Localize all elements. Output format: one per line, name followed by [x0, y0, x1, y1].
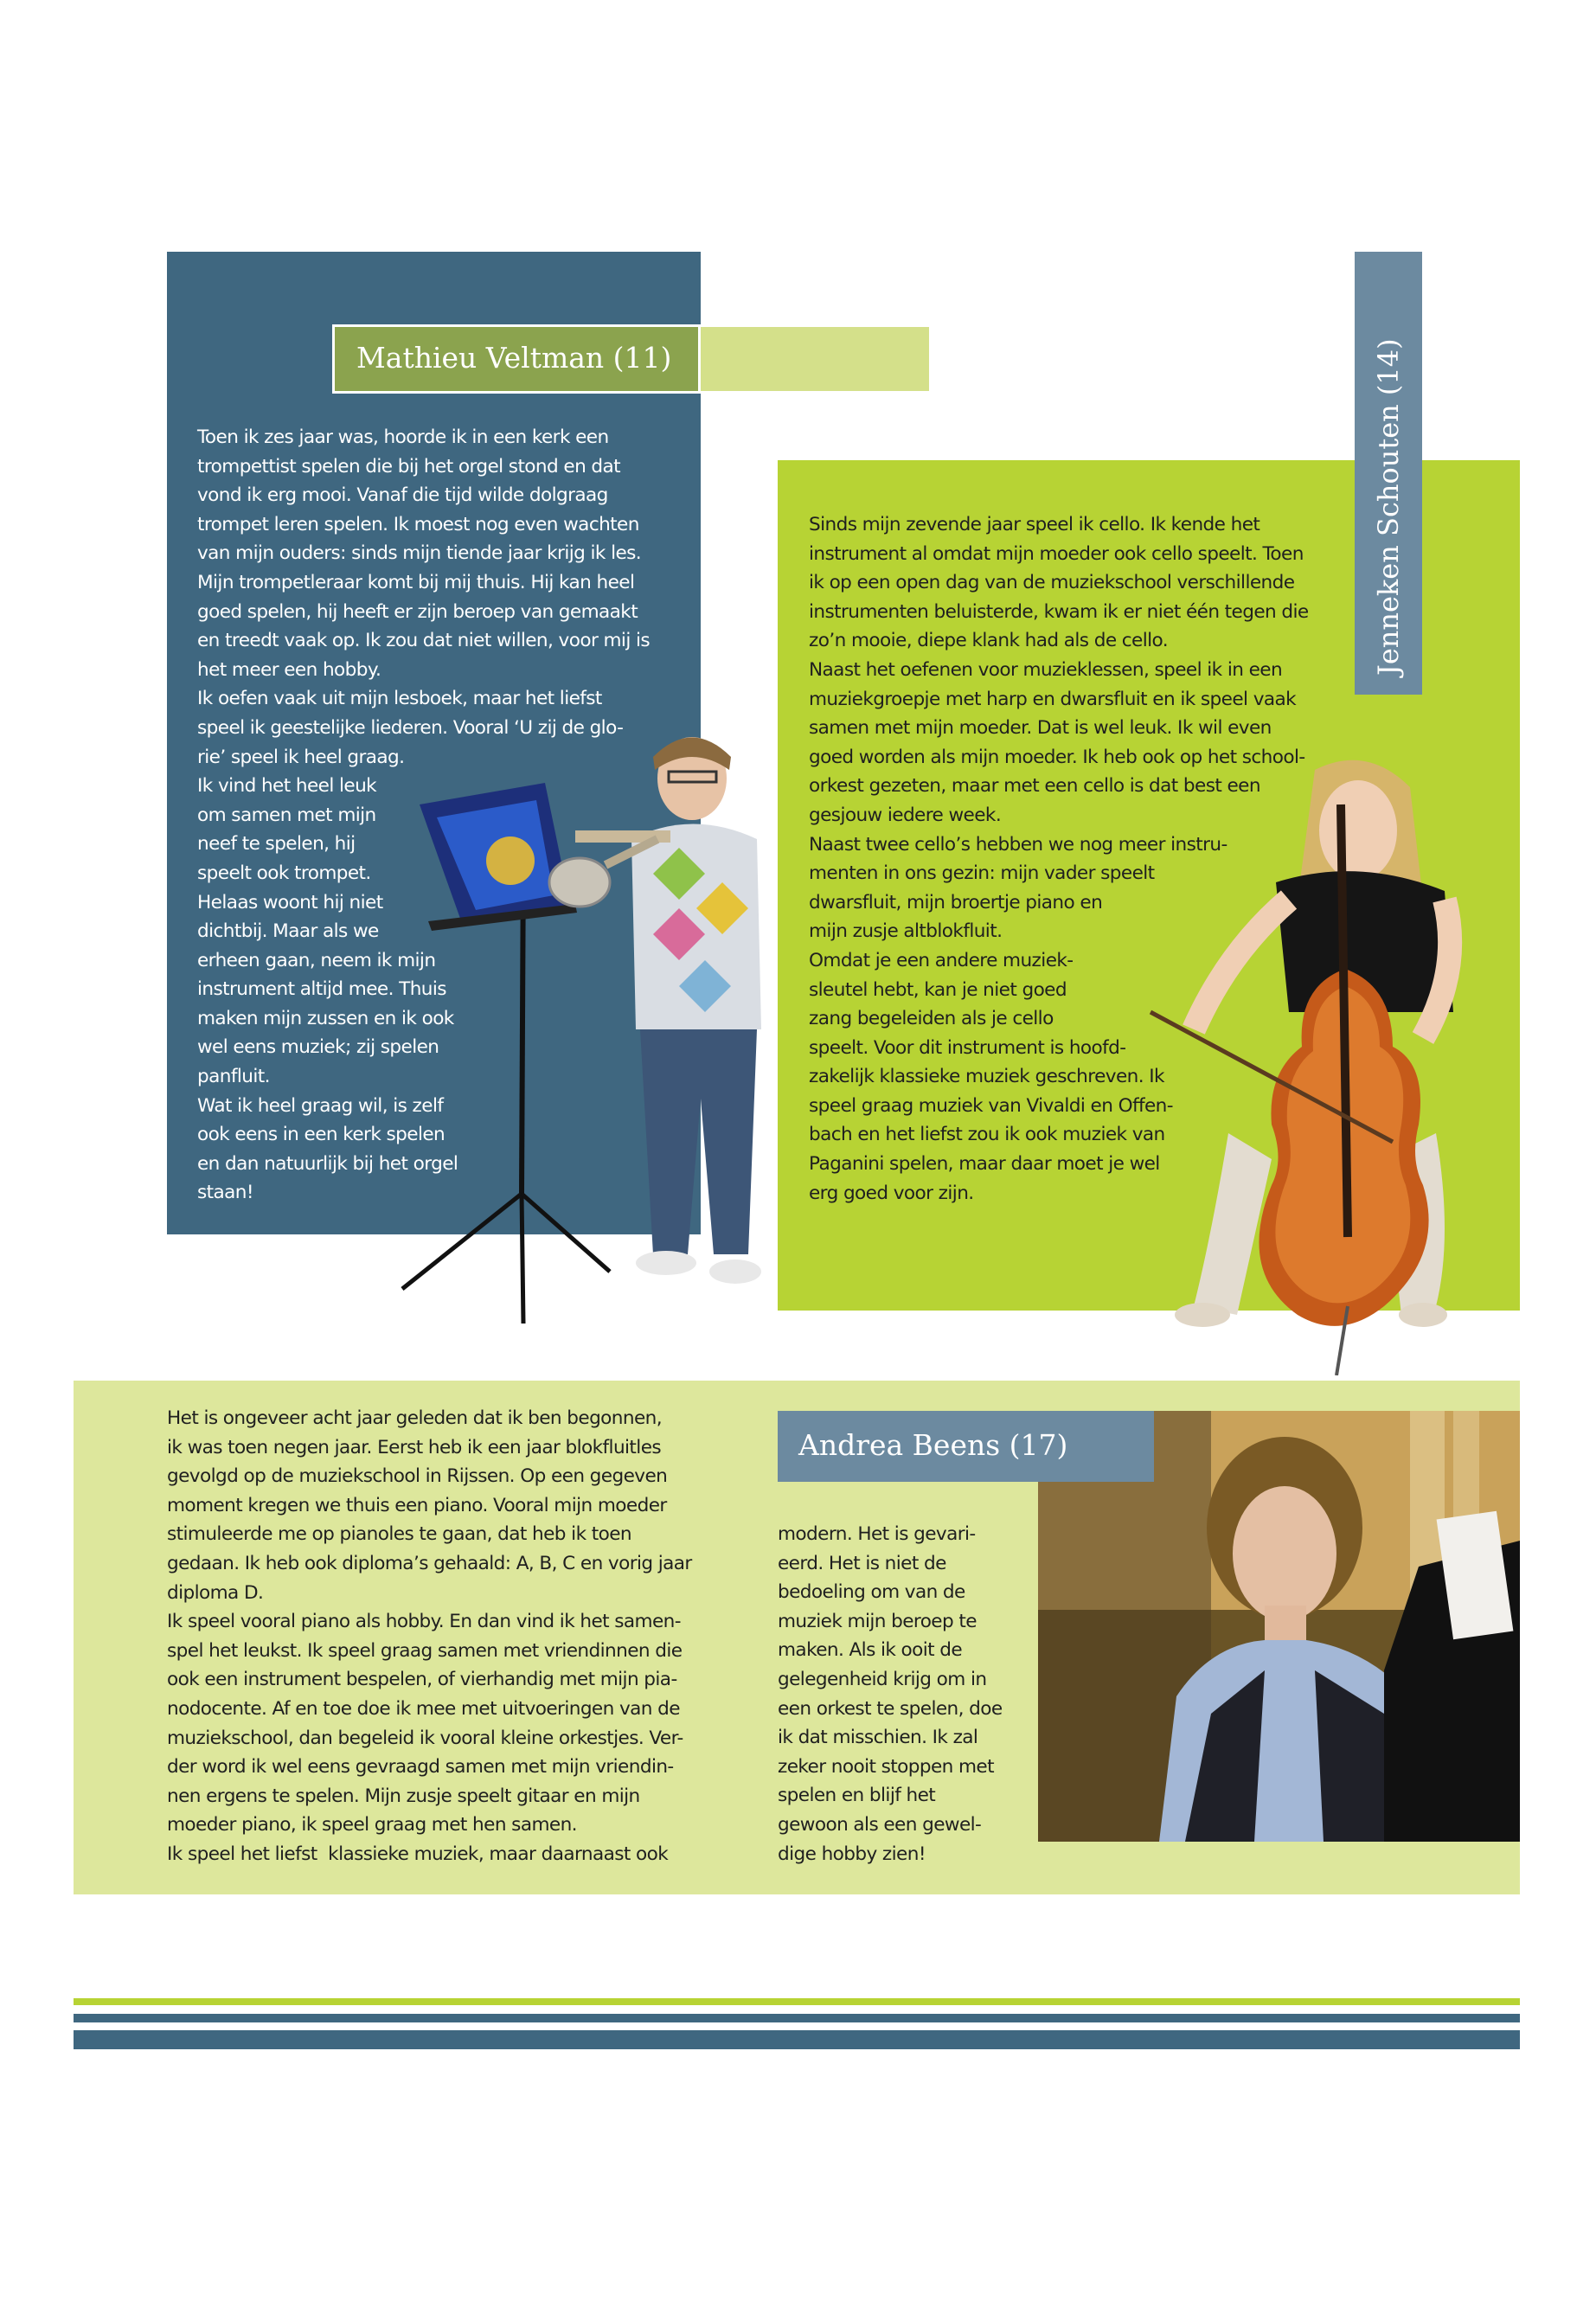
mathieu-text-line: goed spelen, hij heeft er zijn beroep van gemaakt [197, 600, 638, 623]
jenneken-text-line: muziekgroepje met harp en dwarsfluit en ik speel vaak [809, 688, 1297, 710]
andrea-text-line: gevolgd op de muziekschool in Rijssen. Op een gegeven [167, 1465, 668, 1488]
mathieu-text-line: trompettist spelen die bij het orgel stond en dat [197, 455, 621, 478]
andrea-text-line: maken. Als ik ooit de [778, 1639, 963, 1662]
andrea-text-line: der word ik wel eens gevraagd samen met mijn vriendin- [167, 1756, 674, 1779]
andrea-text-line: gedaan. Ik heb ook diploma’s gehaald: A, B, C en vorig jaar [167, 1552, 692, 1574]
andrea-text-line: moment kregen we thuis een piano. Vooral mijn moeder [167, 1494, 667, 1516]
andrea-text-line: zeker nooit stoppen met [778, 1755, 994, 1778]
mathieu-text-line: speelt ook trompet. [197, 862, 371, 884]
andrea-text-line: Ik speel vooral piano als hobby. En dan vind ik het samen- [167, 1611, 681, 1633]
andrea-text-line: modern. Het is gevari- [778, 1523, 976, 1545]
andrea-text-line: nen ergens te spelen. Mijn zusje speelt gitaar en mijn [167, 1785, 640, 1807]
jenneken-text-line: erg goed voor zijn. [809, 1182, 974, 1204]
andrea-text-line: ik dat misschien. Ik zal [778, 1727, 978, 1749]
andrea-text-line: muziek mijn beroep te [778, 1610, 977, 1632]
mathieu-banner-lime [701, 324, 929, 394]
mathieu-text-line: wel eens muziek; zij spelen [197, 1036, 439, 1059]
jenneken-text-line: Paganini spelen, maar daar moet je wel [809, 1153, 1160, 1176]
jenneken-text-line: ik op een open dag van de muziekschool verschillende [809, 572, 1295, 594]
mathieu-text-line: neef te spelen, hij [197, 833, 356, 856]
andrea-text-line: gelegenheid krijg om in [778, 1668, 987, 1690]
mathieu-text-line: trompet leren spelen. Ik moest nog even wachten [197, 513, 639, 535]
andrea-name-banner [778, 1411, 1154, 1482]
jenneken-text-line: samen met mijn moeder. Dat is wel leuk. Ik wil even [809, 717, 1272, 740]
mathieu-text-line: staan! [197, 1182, 253, 1204]
mathieu-text-line: erheen gaan, neem ik mijn [197, 949, 436, 971]
andrea-text-line: muziekschool, dan begeleid ik vooral kleine orkestjes. Ver- [167, 1727, 683, 1749]
mathieu-text-line: Ik vind het heel leuk [197, 775, 377, 798]
andrea-text-line: bedoeling om van de [778, 1581, 965, 1604]
mathieu-text-line: en dan natuurlijk bij het orgel [197, 1152, 458, 1175]
mathieu-text-line: vond ik erg mooi. Vanaf die tijd wilde dolgraag [197, 484, 608, 507]
mathieu-text-line: dichtbij. Maar als we [197, 920, 379, 943]
andrea-text-line: nodocente. Af en toe doe ik mee met uitvoeringen van de [167, 1697, 680, 1720]
andrea-text-line: moeder piano, ik speel graag met hen samen. [167, 1814, 577, 1836]
mathieu-name-banner [332, 324, 929, 394]
jenneken-text-line: menten in ons gezin: mijn vader speelt [809, 862, 1155, 885]
jenneken-name: Jenneken Schouten (14) [1372, 338, 1405, 676]
andrea-text-line: gewoon als een gewel- [778, 1813, 982, 1836]
mathieu-text-line: speel ik geestelijke liederen. Vooral ‘U zij de glo- [197, 716, 624, 739]
jenneken-text-line: instrumenten beluisterde, kwam ik er niet één tegen die [809, 600, 1309, 623]
andrea-text-line: Het is ongeveer acht jaar geleden dat ik ben begonnen, [167, 1407, 662, 1429]
jenneken-text-line: zo’n mooie, diepe klank had als de cello. [809, 630, 1169, 652]
andrea-name: Andrea Beens (17) [798, 1428, 1068, 1462]
andrea-text-line: een orkest te spelen, doe [778, 1697, 1003, 1720]
footer-stripe-blue-thin [74, 2014, 1520, 2022]
mathieu-text-line: Helaas woont hij niet [197, 891, 383, 913]
jenneken-text-line: Omdat je een andere muziek- [809, 949, 1074, 971]
mathieu-text-line: maken mijn zussen en ik ook [197, 1007, 454, 1029]
girl-cello-photo [1125, 753, 1488, 1375]
boy-trumpet-photo [394, 709, 774, 1349]
mathieu-text-line: panfluit. [197, 1066, 270, 1088]
mathieu-name: Mathieu Veltman (11) [356, 341, 672, 375]
mathieu-text-line: ook eens in een kerk spelen [197, 1124, 445, 1146]
jenneken-text-line: sleutel hebt, kan je niet goed [809, 978, 1067, 1001]
jenneken-text-line: Naast het oefenen voor muzieklessen, speel ik in een [809, 658, 1283, 681]
jenneken-text-line: speelt. Voor dit instrument is hoofd- [809, 1036, 1126, 1059]
mathieu-text-line: Mijn trompetleraar komt bij mij thuis. Hij kan heel [197, 571, 635, 593]
andrea-text-line: Ik speel het liefst klassieke muziek, maar daarnaast ook [167, 1843, 669, 1865]
mathieu-text-line: rie’ speel ik heel graag. [197, 746, 405, 768]
andrea-text-left [167, 1404, 692, 1869]
jenneken-text-line: bach en het liefst zou ik ook muziek van [809, 1124, 1165, 1146]
mathieu-text-line: Wat ik heel graag wil, is zelf [197, 1094, 444, 1117]
mathieu-text-line: Toen ik zes jaar was, hoorde ik in een kerk een [197, 426, 609, 448]
andrea-text-line: eerd. Het is niet de [778, 1552, 946, 1574]
andrea-text-line: ik was toen negen jaar. Eerst heb ik een jaar blokfluitles [167, 1436, 662, 1458]
jenneken-text-line: gesjouw iedere week. [809, 804, 1002, 826]
mathieu-text-line: het meer een hobby. [197, 658, 381, 681]
andrea-text-line: ook een instrument bespelen, of vierhandig met mijn pia- [167, 1669, 677, 1691]
mathieu-text-line: instrument altijd mee. Thuis [197, 978, 446, 1001]
jenneken-text-line: instrument al omdat mijn moeder ook cello speelt. Toen [809, 542, 1304, 565]
mathieu-text-line: van mijn ouders: sinds mijn tiende jaar krijg ik les. [197, 542, 642, 565]
andrea-text-line: diploma D. [167, 1581, 264, 1604]
mathieu-text-line: en treedt vaak op. Ik zou dat niet willen, voor mij is [197, 630, 651, 652]
jenneken-text-line: Naast twee cello’s hebben we nog meer instru- [809, 833, 1227, 856]
andrea-text-line: spel het leukst. Ik speel graag samen met vriendinnen die [167, 1639, 683, 1662]
footer-stripe-blue-thick [74, 2030, 1520, 2049]
mathieu-text-line: Ik oefen vaak uit mijn lesboek, maar het liefst [197, 688, 602, 710]
jenneken-text-line: orkest gezeten, maar met een cello is dat best een [809, 775, 1260, 798]
andrea-text-right [778, 1520, 1003, 1868]
mathieu-text-line: om samen met mijn [197, 804, 376, 826]
jenneken-text-line: zang begeleiden als je cello [809, 1008, 1054, 1030]
jenneken-text-line: zakelijk klassieke muziek geschreven. Ik [809, 1066, 1164, 1088]
jenneken-text-line: goed worden als mijn moeder. Ik heb ook op het school- [809, 746, 1305, 768]
andrea-text-line: stimuleerde me op pianoles te gaan, dat heb ik toen [167, 1523, 631, 1546]
jenneken-text-line: speel graag muziek van Vivaldi en Offen- [809, 1094, 1173, 1117]
andrea-text-line: spelen en blijf het [778, 1785, 936, 1807]
footer-stripe-lime [74, 1998, 1520, 2005]
jenneken-text-line: dwarsfluit, mijn broertje piano en [809, 891, 1103, 913]
jenneken-name-bar [1355, 252, 1422, 695]
jenneken-text-line: Sinds mijn zevende jaar speel ik cello. Ik kende het [809, 514, 1260, 535]
andrea-text-line: dige hobby zien! [778, 1843, 926, 1865]
jenneken-text-line: mijn zusje altblokfluit. [809, 920, 1003, 943]
